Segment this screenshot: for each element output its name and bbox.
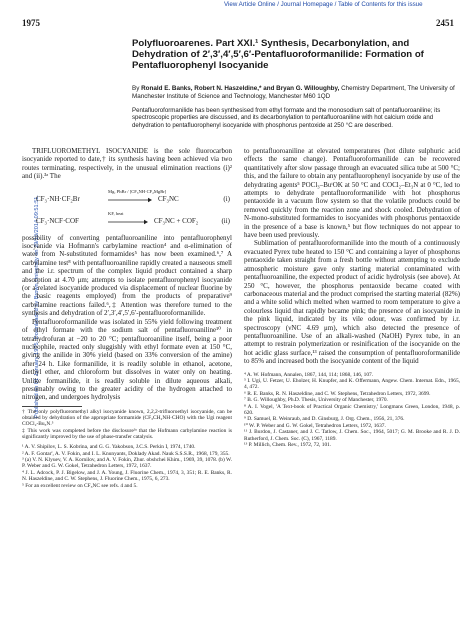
left-references xyxy=(22,444,232,489)
eq1-arrow-icon xyxy=(108,197,152,203)
eq1-product: CF₃NC xyxy=(158,194,179,203)
download-stamp: Published on 01 January 1975. Downloaded by Brown University on 29/10/2014 09:51:51. xyxy=(34,195,40,418)
body-paragraph-2: Pentafluoroformanilide was isolated in 55% yield following treatment of ethyl formate with the sodium salt of pentafluoroaniline¹⁰ in tetrahydrofuran at −20 to 20 °C; pentafluoroaniline itself, being a poor nucleophile, reacted only sluggishly with ethyl formate even at 150 °C, giving the anilide in 30% yield (based on 33% conversion of the amine) after 24 h. Like formanilide, it is readily soluble in ethanol, acetone, diethyl ether, and chloroform but dissolves in water only on heating. Unlike formanilide, it is readily soluble in dilute aqueous alkali, presumably owing to the greater acidity of the hydrogen attached to nitrogen, and undergoes hydrolysis xyxy=(22,317,232,402)
author-affiliation: Chemistry Department, The University of Manchester Institute of Science and Technology, Manchester M60 1QD xyxy=(132,85,455,100)
right-column xyxy=(244,147,460,448)
author-names: Ronald E. Banks, Robert N. Haszeldine,* and Bryan G. Willoughby, xyxy=(141,85,340,92)
reference-item: ¹⁰ W. P. Weber and G. W. Gokel, Tetrahedron Letters, 1972, 1637. xyxy=(244,422,386,429)
left-column xyxy=(22,147,232,489)
reference-item: ³ (a) V. N. Klyuev, V. A. Kornilov, and A. V. Fokin, Zhur. obshchei Khim., 1969, 39, 1078. (b) W. P. Weber and G. W. Gokel, Tetrahedron Letters, 1972, 1637. xyxy=(22,457,232,470)
reference-item: ¹¹ J. Burdon, J. Castaner, and J. C. Tatlow, J. Chem. Soc., 1964, 5017; G. M. Brooke and R. J. D. Rutherford, J. Chem. Soc. (C), 1967, 1189. xyxy=(244,429,460,442)
reference-item: ⁹ D. Samuel, B. Weinraub, and D. Ginsburg, J. Org. Chem., 1956, 21, 376. xyxy=(244,416,405,423)
footnote-divider xyxy=(22,406,82,407)
body-paragraph-1: possibility of converting pentafluoroaniline into pentafluorophenyl isocyanide via Hofmann's carbylamine reaction⁴ and α-elimination of water from N-substituted formamides⁵ has now been examined.⁶,⁷ A carbylamine test⁸ with pentafluoroaniline rapidly created a nauseous smell and the i.r. spectrum of the complex liquid product contained a sharp absorption at 4.70 μm; attempts to isolate pentafluorophenyl isocyanide (or a related isocyanide produced via displacement of nuclear fluorine by the basic reagents employed) from the products of preparative⁹ carbylamine reactions failed.⁶,‡ Attention was therefore turned to the synthesis and dehydration of 2′,3′,4′,5′,6′-pentafluoroformanilide. xyxy=(22,233,232,318)
eq2-product: CF₃NC + COF₂ xyxy=(154,216,199,225)
reference-item: ⁵ I. Ugi, U. Fetzer, U. Eholzer, H. Knupfer, and K. Offermann, Angew. Chem. Internat. Edn., 1965, 4, 472. xyxy=(244,377,460,391)
right-references xyxy=(244,372,460,449)
reaction-scheme xyxy=(22,185,232,231)
author-prefix: By xyxy=(132,85,142,92)
reference-item: ⁴ A. W. Hofmann, Annalen, 1867, 144, 114; 1868, 146, 107. xyxy=(244,371,374,378)
footnote-2: ‡ This work was completed before the disclosure³ᵃ that the Hofmann carbylamine reaction is significantly improved by the use of phase-transfer catalysis. xyxy=(22,427,232,440)
eq1-label: (i) xyxy=(223,194,230,203)
eq2-label: (ii) xyxy=(221,216,230,225)
reference-item: ⁴ J. L. Adcock, P. J. Bigelow, and J. A. Young, J. Fluorine Chem., 1974, 3, 351; R. E. Banks, R. N. Haszeldine, and C. W. Stephens, J. Fluorine Chem., 1975, 6, 273. xyxy=(22,469,232,483)
reference-item: ⁵ For an excellent review on CF₃NC see refs. 4 and 5. xyxy=(22,482,138,489)
eq2-conditions: KF, heat xyxy=(108,210,124,216)
page-number: 2451 xyxy=(436,18,454,28)
eq1-reactant: CF₃·NH·CF₂Br xyxy=(36,194,80,203)
footnote-1: † The only polyfluoromethyl alkyl isocyanide known, 2,2,2-trifluoroethyl isocyanide, can be obtained by dehydration of the appropriate formamide (CF₃CH₂NH·CHO) with the Ugi reagent COCl₂-Bu₃N.⁵ xyxy=(22,408,232,428)
reference-item: ⁸ A. I. Vogel, 'A Text-book of Practical Organic Chemistry,' Longmans Green, London, 1948, p. 620. xyxy=(244,403,460,416)
author-block xyxy=(132,85,462,100)
article-title: Polyfluoroarenes. Part XXI.¹ Synthesis, Decarbonylation, and Dehydration of 2′,3′,4′,5′,6′-Pentafluoroformanilide: Formation of Pentafluorophenyl Isocyanide xyxy=(132,38,424,71)
intro-paragraph: TRIFLUOROMETHYL ISOCYANIDE is the sole fluorocarbon isocyanide reported to date,† its synthesis having been achieved via two routes terminating, respectively, in the unusual elimination reactions (i)² and (ii).³ᵃ The xyxy=(22,147,232,181)
eq2-arrow-icon xyxy=(108,219,148,225)
eq2-reactant: CF₃·NCF·COF xyxy=(36,216,79,225)
reference-item: ⁶ R. E. Banks, R. N. Haszeldine, and C. W. Stephens, Tetrahedron Letters, 1972, 3699. xyxy=(244,390,431,397)
reference-item: ¹³ P. Millich, Chem. Rev., 1972, 72, 101. xyxy=(244,442,332,449)
year-label: 1975 xyxy=(22,18,40,28)
body-paragraph-3: to pentafluoroaniline at elevated temperatures (hot dilute sulphuric acid effects the same change). Pentafluoroformanilide can be recovered quantitatively after slow passage through an evacuated silica tube at 500 °C; this, and the failure to obtain any pentafluorophenyl isocyanide by use of the dehydrating agents⁵ POCl₃–BuᵗOK at 50 °C and COCl₂–Et₃N at 0 °C, led to attempts to dehydrate pentafluoroformanilide with hot phosphorus pentaoxide in a vacuum flow system so that the volatile products could be removed quickly from the reaction zone and shock cooled. Dehydration of N-mono-substituted formamides to isocyanides with phosphorus pentaoxide in the presence of a base is known,⁵ but flow techniques do not appear to have been used previously. xyxy=(244,147,460,240)
article-links-text[interactable]: View Article Online / Journal Homepage / Table of Contents for this issue xyxy=(224,1,423,8)
reference-item: ⁷ B. G. Willoughby, Ph.D. Thesis, University of Manchester, 1970. xyxy=(244,397,388,404)
reference-item: ² A. F. Gontar', A. V. Fokin, and I. L. Knunyants, Doklady Akad. Nauk S.S.S.R., 1968, 179, 355. xyxy=(22,450,230,457)
abstract: Pentafluoroformanilide has been synthesised from ethyl formate and the monosodium salt of pentafluoroaniline; its spectroscopic properties are discussed, and its decarbonylation to pentafluoroaniline with hot calcium oxide and dehydration to pentafluorophenyl isocyanide with phosphorus pentoxide at 250 °C are described. xyxy=(132,107,441,129)
body-paragraph-4: Sublimation of pentafluoroformanilide into the mouth of a continuously evacuated Pyrex tube heated to 150 °C and containing a layer of phosphorus pentaoxide taken straight from a fresh bottle without attempting to exclude atmospheric moisture gave only starting material contaminated with pentafluoroaniline, the expected product of acidic hydrolysis (see above). At 250 °C, however, the phosphorus pentaoxide became coated with carbonaceous material and the product comprised the starting material (82%) and a white solid which melted when warmed to room temperature to give a colourless liquid that rapidly became pink; the presence of an isocyanide in the pink liquid, indicated by its vile odour, was confirmed by i.r. spectroscopy (νNC 4.69 μm), which also detected the presence of pentafluoroaniline. Use of an alkali-washed (NaOH) Pyrex tube, in an attempt to restrain polymerization or resinification of the isocyanide on the hot acidic glass surface,¹³ raised the consumption of pentafluoroformanilide to 85% and increased both the isocyanide content of the liquid xyxy=(244,239,460,366)
eq1-conditions: Mg, PhBr / [CF₃NH·CF₂MgBr] xyxy=(108,188,167,194)
header-links[interactable] xyxy=(224,1,423,8)
reference-item: ¹ A. V. Shipilov, L. S. Kobrina, and G. G. Yakobson, J.C.S. Perkin I, 1974, 1740. xyxy=(22,444,196,451)
